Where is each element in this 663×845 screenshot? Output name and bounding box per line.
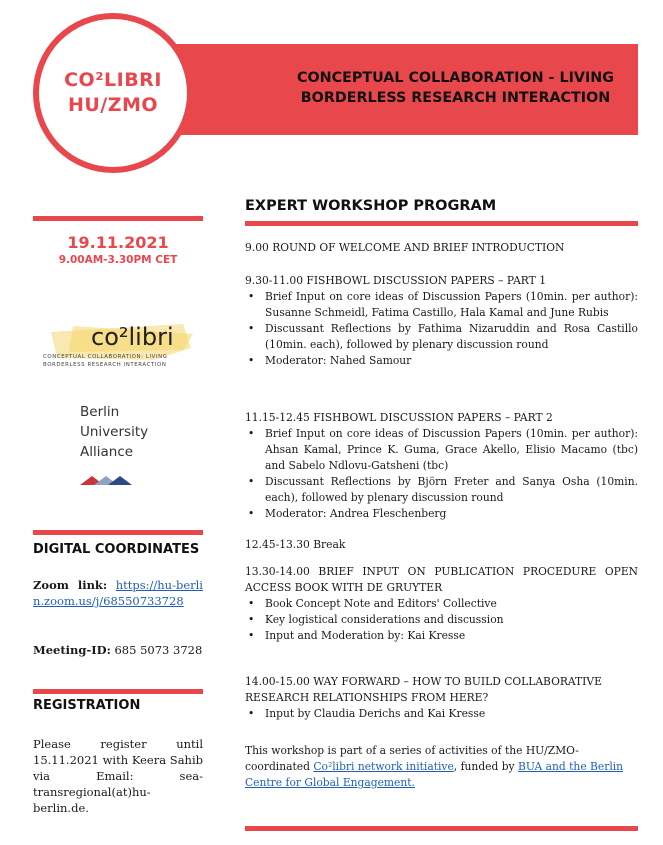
colibri-logo-text: co²libri <box>91 323 174 351</box>
list-item: • Discussant Reflections by Fathima Nizaruddin and Rosa Castillo (10min. each), followed by plenary discussion round <box>245 321 638 353</box>
page-title: CONCEPTUAL COLLABORATION - LIVING BORDERLESS RESEARCH INTERACTION <box>297 70 614 106</box>
list-item: • Key logistical considerations and discussion <box>245 612 638 628</box>
publication-title: 13.30-14.00 BRIEF INPUT ON PUBLICATION PROCEDURE OPEN ACCESS BOOK WITH DE GRUYTER <box>245 565 638 594</box>
list-item: • Brief Input on core ideas of Discussion Papers (10min. per author): Susanne Schmeidl, Fatima Castillo, Hala Kamal and June Rubis <box>245 289 638 321</box>
program-publication <box>245 564 638 644</box>
program-footer: This workshop is part of a series of activities of the HU/ZMO-coordinated Co²libri network initiative, funded by BUA and the Berlin Centre for Global Engagement. <box>245 744 624 789</box>
brand-line2: HU/ZMO <box>67 94 159 116</box>
forward-title: 14.00-15.00 WAY FORWARD – HOW TO BUILD COLLABORATIVE RESEARCH RELATIONSHIPS FROM HERE? <box>245 675 602 704</box>
event-time: 9.00AM-3.30PM CET <box>58 254 178 266</box>
part2-title: 11.15-12.45 FISHBOWL DISCUSSION PAPERS – PART 2 <box>245 411 553 424</box>
bua-logo-mark <box>80 474 140 486</box>
colibri-logo-tagline: CONCEPTUAL COLLABORATION: LIVING BORDERLESS RESEARCH INTERACTION <box>43 354 168 368</box>
program-part2 <box>245 410 638 522</box>
divider-program <box>245 221 638 226</box>
program-part1 <box>245 273 638 369</box>
program-forward <box>245 674 638 722</box>
registration-heading: REGISTRATION <box>33 698 141 713</box>
meeting-id: 685 5073 3728 <box>114 643 203 657</box>
bua-logo: Berlin University Alliance <box>80 402 148 492</box>
list-item: • Input and Moderation by: Kai Kresse <box>245 628 638 644</box>
footer-divider <box>245 826 638 831</box>
list-item: • Discussant Reflections by Björn Freter and Sanya Osha (10min. each), followed by plenary discussion round <box>245 474 638 506</box>
divider-registration <box>33 689 203 694</box>
zoom-block <box>33 577 203 609</box>
event-date: 19.11.2021 <box>67 233 169 252</box>
digital-heading: DIGITAL COORDINATES <box>33 542 200 557</box>
bua-link[interactable]: BUA and the Berlin Centre for Global Engagement. <box>245 760 624 789</box>
list-item: • Moderator: Andrea Fleschenberg <box>245 506 638 522</box>
brand-logo-circle <box>33 13 193 173</box>
program-break: 12.45-13.30 Break <box>245 538 346 551</box>
meeting-label: Meeting-ID: <box>33 643 111 657</box>
program-welcome: 9.00 ROUND OF WELCOME AND BRIEF INTRODUCTION <box>245 241 565 254</box>
registration-text: Please register until 15.11.2021 with Keera Sahib via Email: sea-transregional(at)hu-berlin.de. <box>33 737 203 815</box>
meeting-block <box>33 642 203 658</box>
list-item: • Book Concept Note and Editors' Collective <box>245 596 638 612</box>
divider-date-top <box>33 216 203 221</box>
part1-title: 9.30-11.00 FISHBOWL DISCUSSION PAPERS – PART 1 <box>245 274 546 287</box>
program-heading: EXPERT WORKSHOP PROGRAM <box>245 198 497 214</box>
zoom-link[interactable]: https://hu-berlin.zoom.us/j/68550733728 <box>33 578 203 608</box>
list-item: • Moderator: Nahed Samour <box>245 353 638 369</box>
colibri-network-link[interactable]: Co²libri network initiative <box>313 760 454 773</box>
brand-line1: CO²LIBRI <box>64 69 162 91</box>
colibri-logo <box>33 320 203 376</box>
list-item: • Brief Input on core ideas of Discussion Papers (10min. per author): Ahsan Kamal, Prince K. Guma, Grace Akello, Elisio Macamo (tbc) and Sabelo Ndlovu-Gatsheni (tbc) <box>245 426 638 474</box>
list-item: • Input by Claudia Derichs and Kai Kresse <box>245 706 638 722</box>
zoom-label: Zoom link: <box>33 578 108 592</box>
divider-digital <box>33 530 203 535</box>
